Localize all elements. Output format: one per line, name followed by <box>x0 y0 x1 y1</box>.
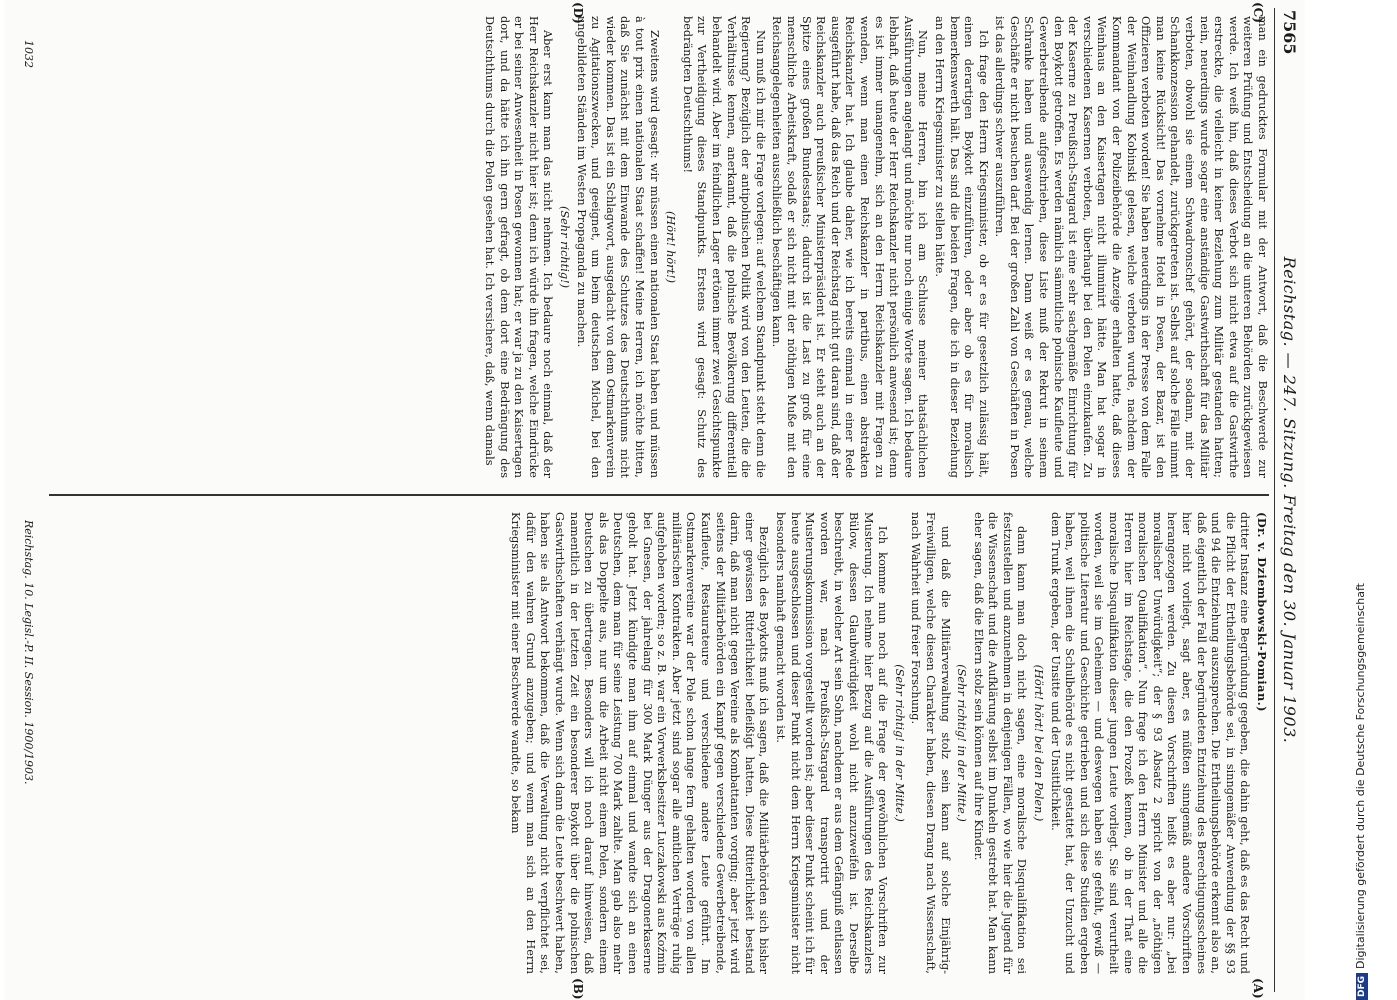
paragraph: Bezüglich des Boykotts muß ich sagen, daß die Militärbehörden sich bisher einer gewissen Ritterlichkeit befleißigt hatten. Diese Ritterlichkeit bestand darin, daß man nicht gegen Vereine als Kombattanten vorging; aber jetzt wird seitens der Militärbehörden ein Kampf gegen verschiedene Gewerbetreibende, Kaufleute, Restaurateure und verschiedene andere Leute geführt. Im Ostmarkenvereine war der Pole schon lange fern gehalten worden von allen militärischen Kontrakten. Aber jetzt sind sogar alle amtlichen Verträge ruhig aufgehoben worden; so z. B. war ein Vorwerksbesitzer Luczakowski aus Koźmin bei Gnesen, der jahrelang für 300 Mark Dünger aus der Dragonerkaserne geholt hat. Jetzt kündigte man ihm auf einmal und wandte sich an einen Deutschen, dem man für seine Leistung 700 Mark zahlte. Man gab also mehr als das Doppelte aus, nur um die Arbeit nicht einem Polen, sondern einem Deutschen zu übertragen. Besonders will ich noch darauf hinweisen, daß namentlich in der letzten Zeit ein besonderer Boykott über die polnischen Gastwirthschaften verhängt wurde. Wenn sich dann die Leute beschwert haben, haben sie als Antwort bekommen, daß die Verwaltung nicht verpflichtet sei, dafür den wahren Grund anzugeben; und wenn man sich an den Herrn Kriegsminister mit einer Beschwerde wandte, so bekam <box>509 512 771 974</box>
paragraph: man ein gedrucktes Formular mit der Antwort, daß die Beschwerde zur weiteren Prüfung und Entscheidung an die unteren Behörden zurückgewiesen werde. Ich weiß hin, daß dieses Verbot sich nicht etwa auf die Gastwirthe erstreckte, die vielleicht in keiner Beziehung zum Militär gestanden hatten; nein, neuerdings wurde sogar eine anständige Gastwirthschaft für das Militär verboten, obwohl sie einem Schwadronschef gehört, der sodann, mit der Schankkonzession gehandelt, zurückgetreten ist. Selbst auf solche Fälle nimmt man keine Rücksicht! Das vornehme Hotel in Posen, der Bazar, ist den Offizieren verboten worden! Sie haben neuerdings in der Presse von dem Falle der Weinhandlung Kobinski gelesen, welche verboten wurde, nachdem der Kommandant von der Polizeibehörde die Anzeige erhalten hatte, daß dieses Weinhaus an den Kaisertagen nicht illuminirt hätte. Man hat sogar in verschiedenen Kasernen verboten, überhaupt bei den Polen einzukaufen. Zu der Kaserne zu Preußisch-Stargard ist eine sehr sachgemäße Einrichtung für den Boykott getroffen. Es werden nämlich sämmtliche polnische Kaufleute und Gewerbetreibende aufgeschrieben, diese Liste muß der Rekrut in seinem Schranke haben und auswendig lernen. Dann weiß er es genau, welche Geschäfte er nicht besuchen darf. Bei der großen Zahl von Geschäften in Posen ist das allerdings schwer auszuführen. <box>993 16 1269 478</box>
footer-sheet-number: 1032 <box>22 40 35 68</box>
margin-mark-c: (C) <box>1251 2 1265 23</box>
header-rule <box>1274 8 1275 992</box>
paragraph: Ich frage den Herrn Kriegsminister, ob er es für gesetzlich zulässig hält, einen derartigen Boykott einzuführen, oder aber ob es für moralisch bemerkenswerth hält. Das sind die beiden Fragen, die ich in dieser Beziehung an den Herrn Kriegsminister zu stellen hätte. <box>932 16 990 478</box>
paragraph: Aber erst kann man das nicht nehmen. Ich bedaure noch einmal, daß der Herr Reichskanzler nicht hier ist; denn ich würde ihn fragen, welche Eindrücke er bei seiner Anwesenheit in Posen gewonnen hat; er war ja zu den Kaisertagen dort, und da hätte ich ihn gern gefragt, ob dem dort eine Bedrängung des Deutschthums durch die Polen gesehen hat. Ich versichere, daß, wenn damals <box>483 16 555 478</box>
dfg-logo: DFG <box>1356 973 1368 1000</box>
margin-mark-b: (B) <box>571 978 585 1000</box>
interjection: (Hört! hört! bei den Polen.) <box>1032 664 1046 822</box>
margin-mark-a: (A) <box>1251 978 1265 999</box>
paragraph: Nun muß ich mir die Frage vorlegen: auf welchem Standpunkt steht denn die Regierung? Bezüglich der antipolnischen Politik wird von den Leuten, die die Verhältnisse kennen, anerkannt, daß die polnische Bevölkerung differentiell behandelt wird. Aber im feindlichen Lager ertönen immer zwei Gesichtspunkte zur Vertheidigung dieses Standpunkts. Erstens wird gesagt: Schutz des bedrängten Deutschthums! <box>680 16 767 478</box>
right-column <box>480 16 1269 478</box>
interjection: (Sehr richtig! in der Mitte.) <box>955 664 969 822</box>
paragraph: und daß die Militärverwaltung stolz sein kann auf solche Einjährig-Freiwilligen, welche diesen Charakter haben, diesen Drang nach Wissenschaft, nach Wahrheit und freier Forschung. <box>909 512 952 974</box>
margin-mark-d: (D) <box>571 2 585 24</box>
paragraph: Ich komme nun noch auf die Frage der gewöhnlichen Vorschriften zur Musterung. Ich nehme hier Bezug auf die Ausführungen des Reichskanzlers Bülow, dessen Glaubwürdigkeit wohl nicht anzuzweifeln ist. Derselbe beschreibt, in welcher Art sein Sohn, nachdem er aus dem Gefängniß entlassen worden war, nach Preußisch-Stargard transportirt und der Musterungskommission vorgestellt worden ist; aber dieser Punkt scheint ich für heute ausgeschlossen und dieser Punkt nicht dem Herrn Kriegsminister nicht besonders namhaft gemacht worden ist. <box>774 512 890 974</box>
credit-text <box>1354 0 1374 1000</box>
paragraph: dritter Instanz eine Begründung gegeben, die dahin geht, daß es das Recht und die Pflicht der Ertheilungsbehörde sei, in sinngemäßer Anwendung der §§ 93 und 94 die Entziehung auszusprechen. Die Ertheilungsbehörde erkennt also an, daß eigentlich der Fall der begründeten Entziehung des Berechtigungsscheines hier nicht vorliegt, sagt aber, es müßten sinngemäß andere Vorschriften herangezogen werden. Zu diesen Vorschriften heißt es aber nur: „bei moralischer Unwürdigkeit“; der § 93 Absatz 2 spricht von der „nöthigen moralischen Qualifikation“. Nun frage ich den Herrn Minister und alle die Herren hier im Reichstage, die den Prozeß kennen, ob in der That eine moralische Disqualifikation dieser jungen Leute vorliegt. Sie sind verurtheilt worden, weil sie im Geheimen — und deswegen haben sie gefehlt, gewiß — politische Literatur und Geschichte getrieben und sich diese Studien ergeben haben, weil ihnen die Schulbehörde es nicht gestattet hat, der Unzucht und dem Trunk ergeben, der Unsitte und der Unsittlichkeit. <box>1048 512 1252 974</box>
credit-label: Digitalisierung gefördert durch die Deutsche Forschungsgemeinschaft <box>1354 583 1367 969</box>
scanned-page <box>5 0 1305 1000</box>
digitization-credit-strip <box>1340 0 1390 1000</box>
page-header <box>1275 0 1299 1000</box>
running-title: Reichstag. — 247. Sitzung. Freitag den 30. Januar 1903. <box>1280 256 1299 744</box>
page-number: 7565 <box>1280 10 1299 55</box>
interjection: (Sehr richtig! in der Mitte.) <box>892 664 906 822</box>
paragraph: Zweitens wird gesagt: wir müssen einen nationalen Staat haben und müssen à tout prix einen nationalen Staat schaffen! Meine Herren, ich möchte bitten, daß Sie zunächst mit dem Einwande des Schutzes des Deutschthums nicht wieder kommen. Das ist ein Schlagwort, ausgedacht von dem Ostmarkenverein zu Agitationszwecken, und geeignet, um beim deutschen Michel, bei den ungebildeten Ständen im Westen Propaganda zu machen. <box>574 16 661 478</box>
paragraph: dann kann man doch nicht sagen, eine moralische Disqualifikation sei festzustellen und anzunehmen in denjenigen Fällen, wo wie hier die Jugend für die Wissenschaft und die Aufklärung selbst im Dunkeln gestrebt hat. Man kann eher sagen, daß die Eltern stolz sein können auf ihre Kinder. <box>971 512 1029 974</box>
interjection: (Hört! hört!) <box>664 210 678 284</box>
footer-session: Reichstag. 10. Legisl.-P. II. Session. 1900/1903. <box>22 520 35 785</box>
speaker-mark: (Dr. v. Dziembowski-Pomian.) <box>1255 512 1269 712</box>
column-divider <box>49 494 1269 496</box>
left-column <box>506 512 1269 974</box>
paragraph: Nun, meine Herren, bin ich am Schlusse meiner thatsächlichen Ausführungen angelangt und möchte nur noch einige Worte sagen. Ich bedaure lebhaft, daß heute der Herr Reichskanzler nicht persönlich anwesend ist; denn es ist immer unangenehm, sich an den Herrn Reichskanzler mit Fragen zu wenden, wenn man einen Reichskanzler in partibus, einen abstrakten Reichskanzler hat. Ich glaube daher, wie ich bereits einmal in einer Rede ausgeführt habe, daß das Reich und der Reichstag nicht gut daran sind, daß der Reichskanzler auch preußischer Ministerpräsident ist. Er steht auch an der Spitze eines großen Bundesstaats; dadurch ist die Last zu groß für eine menschliche Arbeitskraft, sodaß er sich nicht mit der nöthigen Muße mit den Reichsangelegenheiten ausschließlich beschäftigen kann. <box>770 16 930 478</box>
interjection: (Sehr richtig!) <box>558 205 572 289</box>
